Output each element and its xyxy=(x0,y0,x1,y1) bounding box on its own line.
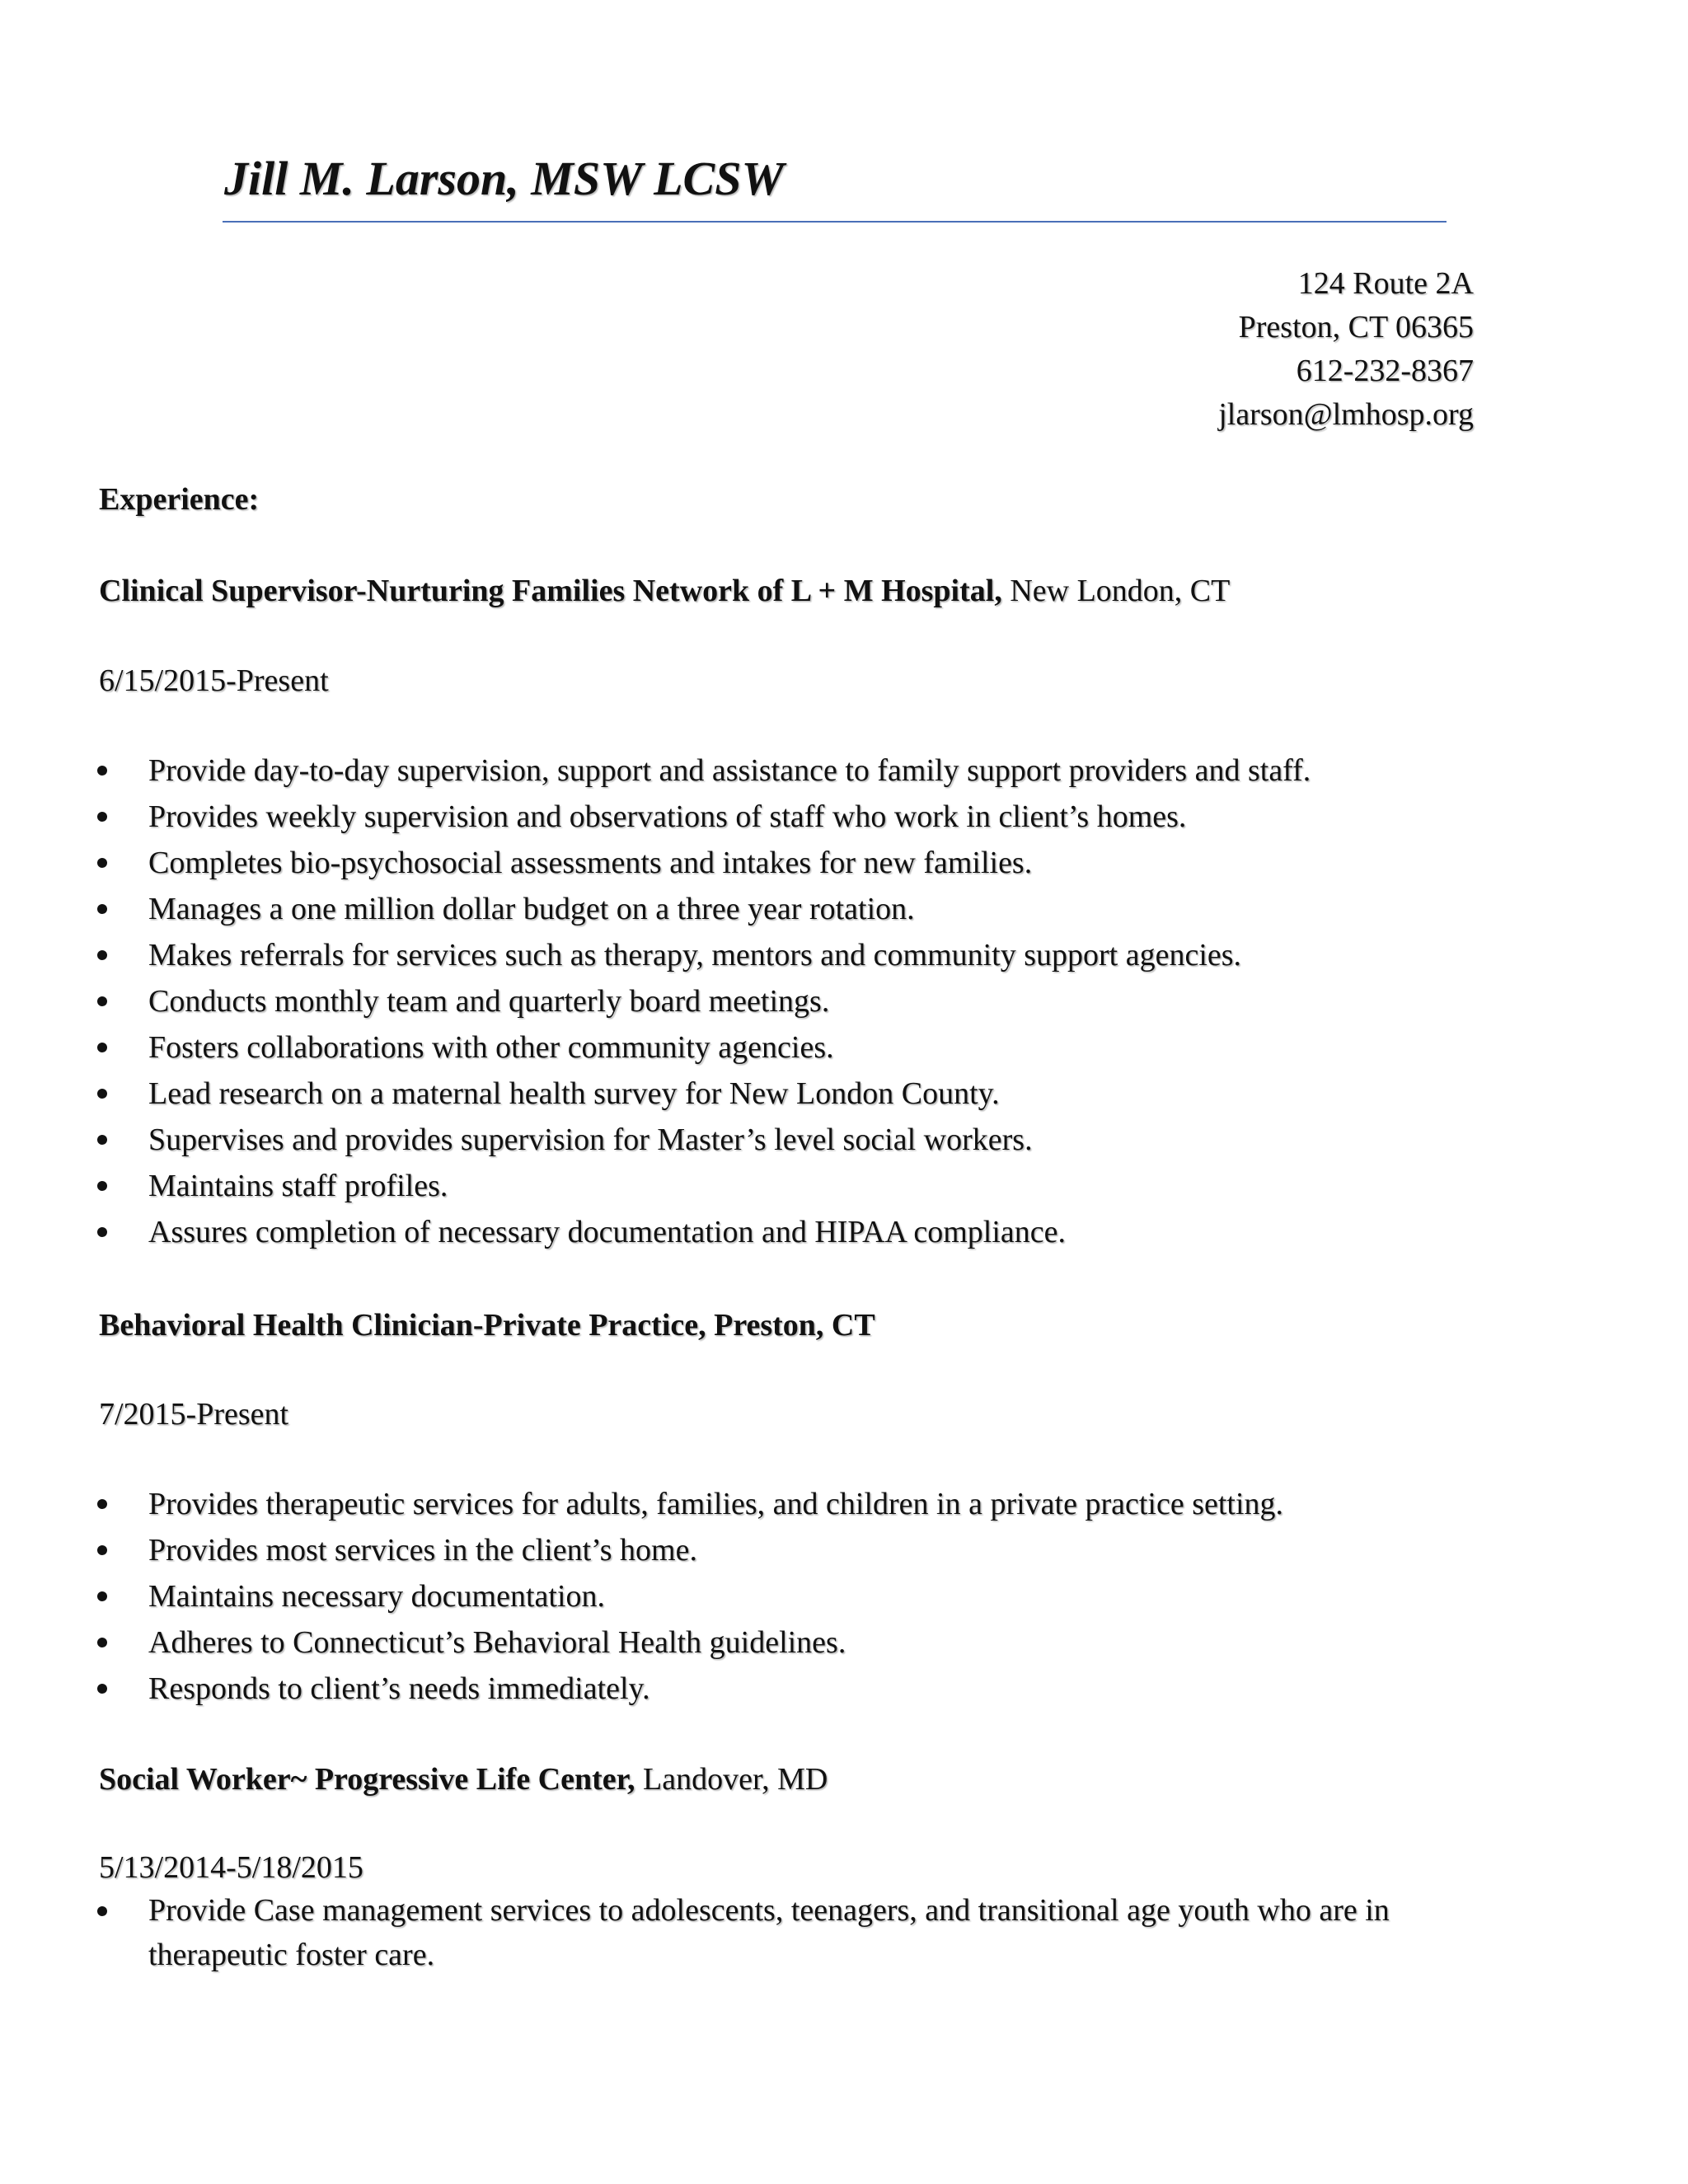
list-item: Maintains staff profiles. xyxy=(0,1163,1484,1209)
bullet-icon xyxy=(97,1545,107,1555)
job-3-duties xyxy=(0,1888,1484,1977)
bullet-icon xyxy=(97,1043,107,1052)
bullet-icon xyxy=(97,1089,107,1099)
bullet-icon xyxy=(97,1638,107,1647)
list-item: Responds to client’s needs immediately. xyxy=(0,1666,1484,1712)
address-line-1: 124 Route 2A xyxy=(1297,266,1474,301)
bullet-icon xyxy=(97,858,107,868)
bullet-icon xyxy=(97,812,107,822)
bullet-icon xyxy=(97,1227,107,1237)
contact-block xyxy=(1218,262,1474,437)
job-1-employer: Clinical Supervisor-Nurturing Families Network of L + M Hospital, xyxy=(99,574,1002,608)
job-1-location: New London, CT xyxy=(1001,574,1231,608)
email-address: jlarson@lmhosp.org xyxy=(1218,397,1474,432)
header-rule xyxy=(223,221,1447,223)
bullet-icon xyxy=(97,1135,107,1145)
list-item: Provides weekly supervision and observations of staff who work in client’s homes. xyxy=(0,794,1484,840)
job-2-dates: 7/2015-Present xyxy=(99,1397,289,1432)
list-item: Maintains necessary documentation. xyxy=(0,1573,1484,1619)
list-item: Completes bio-psychosocial assessments and intakes for new families. xyxy=(0,840,1484,886)
list-item: Lead research on a maternal health survey for New London County. xyxy=(0,1071,1484,1117)
job-title-1 xyxy=(99,573,1230,609)
list-item: Fosters collaborations with other community agencies. xyxy=(0,1024,1484,1071)
bullet-icon xyxy=(97,1591,107,1601)
address-line-2: Preston, CT 06365 xyxy=(1238,310,1474,344)
list-item: Adheres to Connecticut’s Behavioral Health guidelines. xyxy=(0,1619,1484,1666)
job-title-2 xyxy=(99,1307,875,1343)
job-2-duties xyxy=(0,1481,1484,1712)
list-item: Conducts monthly team and quarterly board meetings. xyxy=(0,978,1484,1024)
job-1-duties xyxy=(0,748,1484,1255)
list-item: Provide Case management services to adolescents, teenagers, and transitional age youth who are in therapeutic foster care. xyxy=(0,1888,1484,1977)
bullet-icon xyxy=(97,1499,107,1509)
bullet-icon xyxy=(97,950,107,960)
job-3-location: Landover, MD xyxy=(635,1762,828,1797)
candidate-name: Jill M. Larson, MSW LCSW xyxy=(224,152,785,205)
list-item: Assures completion of necessary documentation and HIPAA compliance. xyxy=(0,1209,1484,1255)
bullet-icon xyxy=(97,904,107,914)
experience-heading: Experience: xyxy=(99,482,260,517)
list-item: Supervises and provides supervision for Master’s level social workers. xyxy=(0,1117,1484,1163)
list-item: Manages a one million dollar budget on a three year rotation. xyxy=(0,886,1484,932)
bullet-icon xyxy=(97,766,107,776)
list-item: Makes referrals for services such as therapy, mentors and community support agencies. xyxy=(0,932,1484,978)
job-2-employer: Behavioral Health Clinician-Private Practice, Preston, CT xyxy=(99,1308,875,1343)
list-item: Provides therapeutic services for adults, families, and children in a private practice setting. xyxy=(0,1481,1484,1527)
bullet-icon xyxy=(97,1684,107,1694)
phone-number: 612-232-8367 xyxy=(1296,354,1474,388)
list-item: Provides most services in the client’s home. xyxy=(0,1527,1484,1573)
bullet-icon xyxy=(97,996,107,1006)
job-1-dates: 6/15/2015-Present xyxy=(99,663,329,698)
job-3-dates: 5/13/2014-5/18/2015 xyxy=(99,1850,363,1885)
job-3-employer: Social Worker~ Progressive Life Center, xyxy=(99,1762,635,1797)
bullet-icon xyxy=(97,1906,107,1916)
bullet-icon xyxy=(97,1181,107,1191)
job-title-3 xyxy=(99,1761,828,1797)
list-item: Provide day-to-day supervision, support and assistance to family support providers and staff. xyxy=(0,748,1484,794)
